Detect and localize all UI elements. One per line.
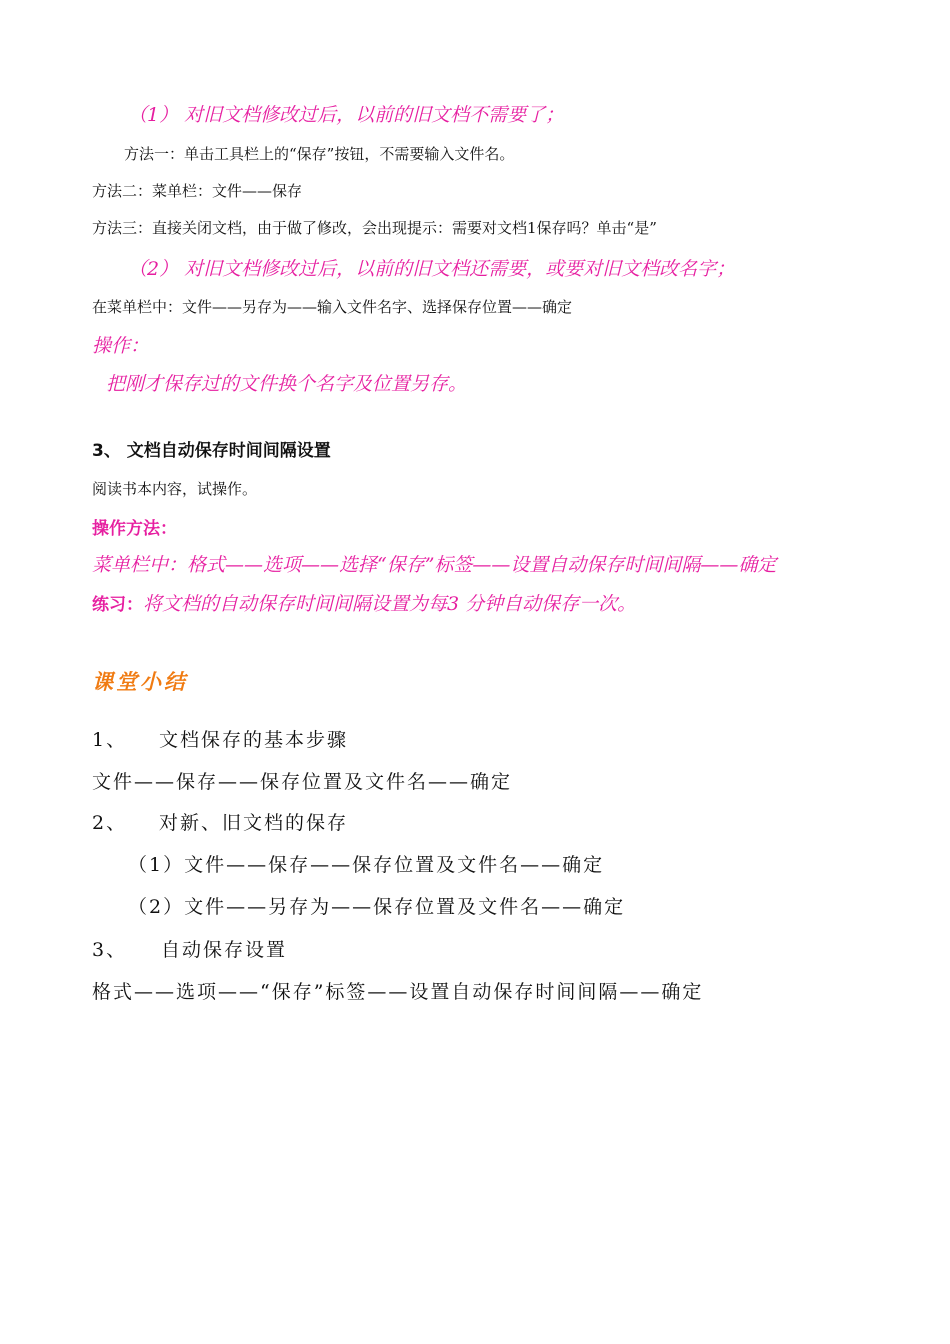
operation-text: 把刚才保存过的文件换个名字及位置另存。 xyxy=(106,373,468,395)
operation-label: 操作： xyxy=(92,335,150,357)
method3-text: 方法三：直接关闭文档，由于做了修改，会出现提示：需要对文档1保存吗？单击“是” xyxy=(92,219,657,237)
autosave-heading: 3、 文档自动保存时间间隔设置 xyxy=(92,441,331,461)
method2-text: 方法二：菜单栏：文件——保存 xyxy=(92,182,303,200)
case2-heading: （2） 对旧文档修改过后，以前的旧文档还需要，或要对旧文档改名字； xyxy=(128,258,736,280)
summary-item1-text: 文件——保存——保存位置及文件名——确定 xyxy=(92,771,513,793)
summary-item2-sub1: （1）文件——保存——保存位置及文件名——确定 xyxy=(128,854,605,876)
summary-item1-title: 文档保存的基本步骤 xyxy=(159,729,349,751)
autosave-intro: 阅读书本内容，试操作。 xyxy=(92,480,258,498)
case1-heading: （1） 对旧文档修改过后，以前的旧文档不需要了； xyxy=(128,104,565,126)
summary-item2-title: 对新、旧文档的保存 xyxy=(159,812,349,834)
menu-path-text: 在菜单栏中：文件——另存为——输入文件名字、选择保存位置——确定 xyxy=(92,298,573,316)
summary-item3-number: 3、 xyxy=(92,939,128,961)
summary-item3-title: 自动保存设置 xyxy=(161,939,288,961)
summary-item1-number: 1、 xyxy=(92,729,128,751)
summary-item3-text: 格式——选项——“保存”标签——设置自动保存时间间隔——确定 xyxy=(92,981,704,1003)
method-text: 菜单栏中：格式——选项——选择“保存”标签——设置自动保存时间间隔——确定 xyxy=(92,554,777,576)
summary-item2-sub2: （2）文件——另存为——保存位置及文件名——确定 xyxy=(128,896,626,918)
practice-text: 将文档的自动保存时间间隔设置为每3 分钟自动保存一次。 xyxy=(143,593,637,615)
summary-item2-number: 2、 xyxy=(92,812,128,834)
practice-label: 练习： xyxy=(92,595,143,615)
method1-text: 方法一：单击工具栏上的“保存”按钮，不需要输入文件名。 xyxy=(124,145,515,163)
practice-line xyxy=(92,589,636,616)
summary-title: 课堂小结 xyxy=(92,669,188,694)
method-label: 操作方法： xyxy=(92,519,177,539)
